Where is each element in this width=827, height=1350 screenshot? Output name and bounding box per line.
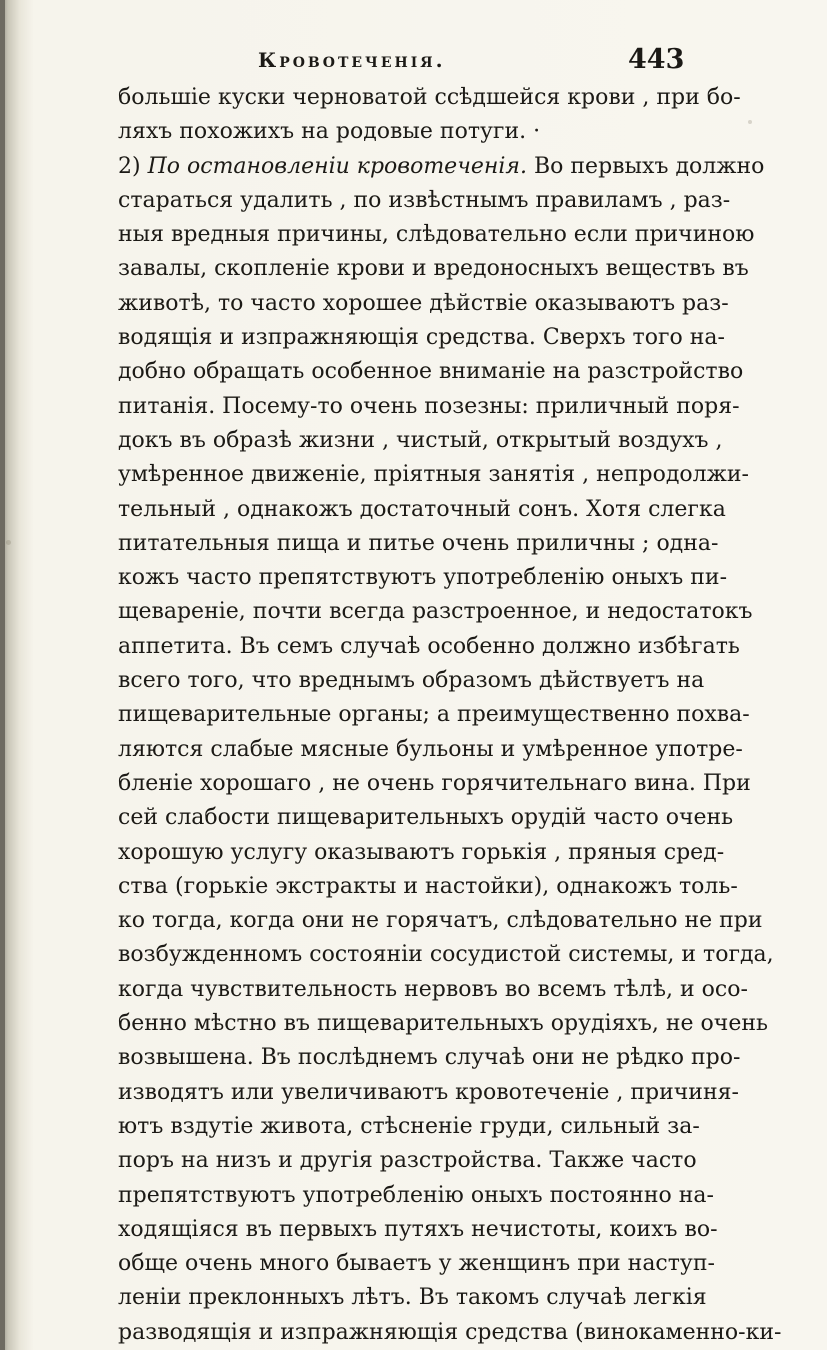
text-line <box>118 973 748 1007</box>
line-text: стараться удалить , по извѣстнымъ правиламъ , раз- <box>118 187 731 213</box>
text-line <box>118 81 741 115</box>
text-line <box>118 801 734 835</box>
line-text: тельный , однакожъ достаточный сонъ. Хотя слегка <box>118 496 726 522</box>
text-line <box>118 938 774 972</box>
text-line <box>118 355 744 389</box>
line-text: всего того, что вреднымъ образомъ дѣйствуетъ на <box>118 668 705 694</box>
line-text: бленіе хорошаго , не очень горячительнаго вина. При <box>118 770 751 796</box>
line-text: обще очень много бываетъ у женщинъ при наступ- <box>118 1251 715 1277</box>
line-text: аппетита. Въ семъ случаѣ особенно должно избѣгать <box>118 633 740 659</box>
line-text: сей слабости пищеварительныхъ орудій часто очень <box>118 805 734 831</box>
list-marker: 2) <box>118 153 148 179</box>
ink-speck <box>6 540 11 545</box>
text-line <box>118 218 755 252</box>
line-text: ляются слабые мясные бульоны и умѣренное употре- <box>118 736 743 762</box>
ink-speck <box>748 120 752 124</box>
text-line <box>118 595 753 629</box>
line-text: большіе куски черноватой ссѣдшейся крови , при бо- <box>118 85 741 110</box>
text-line <box>118 458 749 492</box>
line-text: препятствуютъ употребленію оныхъ постоянно на- <box>118 1182 714 1208</box>
line-text: разводящія и изпражняющія средства (винокаменно-ки- <box>118 1319 782 1345</box>
line-text: ко тогда, когда они не горячатъ, слѣдовательно не при <box>118 908 763 934</box>
line-text: кожъ часто препятствуютъ употребленію оныхъ пи- <box>118 565 728 591</box>
page-number: 443 <box>628 44 685 75</box>
text-line <box>118 252 749 286</box>
text-line <box>118 1076 739 1110</box>
line-text: когда чувствительность нервовъ во всемъ тѣлѣ, и осо- <box>118 976 748 1002</box>
text-line <box>118 1144 697 1178</box>
line-text: питательныя пища и питье очень приличны ; одна- <box>118 530 719 556</box>
text-line <box>118 1281 707 1315</box>
line-text: ныя вредныя причины, слѣдовательно если причиною <box>118 222 755 248</box>
text-line <box>118 1007 768 1041</box>
text-line <box>118 904 763 938</box>
text-line <box>118 836 725 870</box>
line-text: поръ на низъ и другія разстройства. Также часто <box>118 1148 697 1174</box>
text-line <box>118 1110 700 1144</box>
text-line <box>118 1316 782 1350</box>
text-line <box>118 733 743 767</box>
page-spine-edge <box>0 0 5 1350</box>
text-line <box>118 1213 718 1247</box>
text-line <box>118 630 740 664</box>
line-text: водящія и изпражняющія средства. Сверхъ того на- <box>118 325 725 351</box>
line-text: завалы, скопленіе крови и вредоносныхъ веществъ въ <box>118 256 749 282</box>
text-line <box>118 698 750 732</box>
text-line <box>118 287 729 321</box>
text-line <box>118 1247 715 1281</box>
line-text: ходящіяся въ первыхъ путяхъ нечистоты, коихъ во- <box>118 1216 718 1242</box>
line-text: щевареніе, почти всегда разстроенное, и недостатокъ <box>118 599 753 625</box>
text-line <box>118 115 678 149</box>
line-text: ляхъ похожихъ на родовые потуги. · <box>118 119 541 145</box>
line-text: возбужденномъ состояніи сосудистой системы, и тогда, <box>118 942 774 968</box>
text-line <box>118 870 738 904</box>
line-text: леніи преклонныхъ лѣтъ. Въ такомъ случаѣ легкія <box>118 1285 707 1311</box>
text-line <box>118 424 723 458</box>
line-text: питанія. Посему-то очень позезны: приличный поря- <box>118 393 740 419</box>
text-line <box>118 150 765 184</box>
line-text: ства (горькіе экстракты и настойки), однакожъ толь- <box>118 873 738 899</box>
line-text: добно обращать особенное вниманіе на разстройство <box>118 359 744 385</box>
text-line <box>118 184 731 218</box>
line-text: возвышена. Въ послѣднемъ случаѣ они не рѣдко про- <box>118 1045 741 1071</box>
line-text: хорошую услугу оказываютъ горькія , пряныя сред- <box>118 839 725 865</box>
body-text <box>118 81 782 1350</box>
line-text: изводятъ или увеличиваютъ кровотеченіе , причиня- <box>118 1079 739 1105</box>
line-text: умѣренное движеніе, пріятныя занятія , непродолжи- <box>118 462 749 488</box>
text-line <box>118 321 725 355</box>
text-line <box>118 767 751 801</box>
text-line <box>118 664 705 698</box>
text-line <box>118 493 726 527</box>
line-text: ютъ вздутіе живота, стѣсненіе груди, сильный за- <box>118 1113 700 1139</box>
text-line <box>118 390 740 424</box>
line-text: пищеварительные органы; а преимущественно похва- <box>118 702 750 728</box>
line-text: животѣ, то часто хорошее дѣйствіе оказываютъ раз- <box>118 290 729 316</box>
text-line <box>118 561 728 595</box>
line-text: Во первыхъ должно <box>527 153 765 179</box>
text-line <box>118 1179 714 1213</box>
section-heading-italic: По остановленіи кровотеченія. <box>147 153 527 179</box>
running-title: Кровотеченія. <box>258 48 446 72</box>
line-text: докъ въ образѣ жизни , чистый, открытый воздухъ , <box>118 427 723 453</box>
page-header <box>0 44 827 84</box>
line-text: бенно мѣстно въ пищеварительныхъ орудіяхъ, не очень <box>118 1011 768 1037</box>
text-line <box>118 1041 741 1075</box>
text-line <box>118 527 719 561</box>
